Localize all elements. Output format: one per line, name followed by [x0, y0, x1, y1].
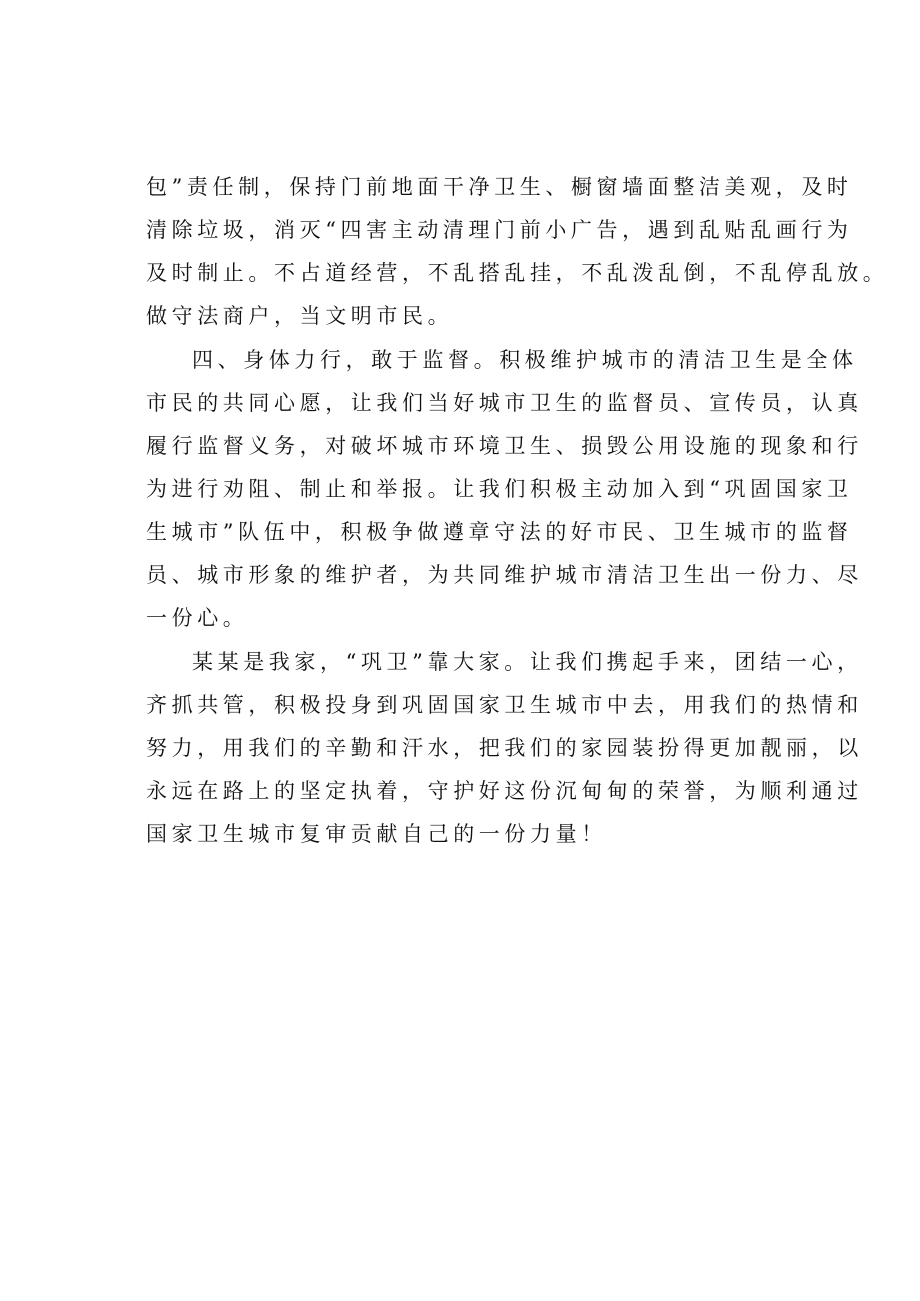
text-line: 某某是我家，“巩卫”靠大家。让我们携起手来，团结一心，: [192, 650, 863, 674]
text-line: 员、城市形象的维护者，为共同维护城市清洁卫生出一份力、尽: [146, 563, 863, 587]
text-line: 永远在路上的坚定执着，守护好这份沉甸甸的荣誉，为顺利通过: [146, 779, 863, 803]
text-line: 努力，用我们的辛勤和汗水，把我们的家园装扮得更加靓丽，以: [146, 736, 863, 760]
text-line: 清除垃圾，消灭“四害主动清理门前小广告，遇到乱贴乱画行为: [146, 218, 853, 242]
text-line: 履行监督义务，对破坏城市环境卫生、损毁公用设施的现象和行: [146, 434, 863, 458]
text-line: 四、身体力行，敢于监督。积极维护城市的清洁卫生是全体: [192, 348, 858, 372]
text-line: 为进行劝阻、制止和举报。让我们积极主动加入到“巩固国家卫: [146, 477, 853, 501]
text-line: 包”责任制，保持门前地面干净卫生、橱窗墙面整洁美观，及时: [146, 175, 853, 199]
text-line: 做守法商户，当文明市民。: [146, 304, 454, 328]
text-line: 生城市”队伍中，积极争做遵章守法的好市民、卫生城市的监督: [146, 520, 853, 544]
text-line: 国家卫生城市复审贡献自己的一份力量！: [146, 822, 607, 846]
text-line: 一份心。: [146, 606, 249, 630]
text-line: 齐抓共管，积极投身到巩固国家卫生城市中去，用我们的热情和: [146, 693, 863, 717]
text-line: 及时制止。不占道经营，不乱搭乱挂，不乱泼乱倒，不乱停乱放。: [146, 261, 889, 285]
text-line: 市民的共同心愿，让我们当好城市卫生的监督员、宣传员，认真: [146, 391, 863, 415]
